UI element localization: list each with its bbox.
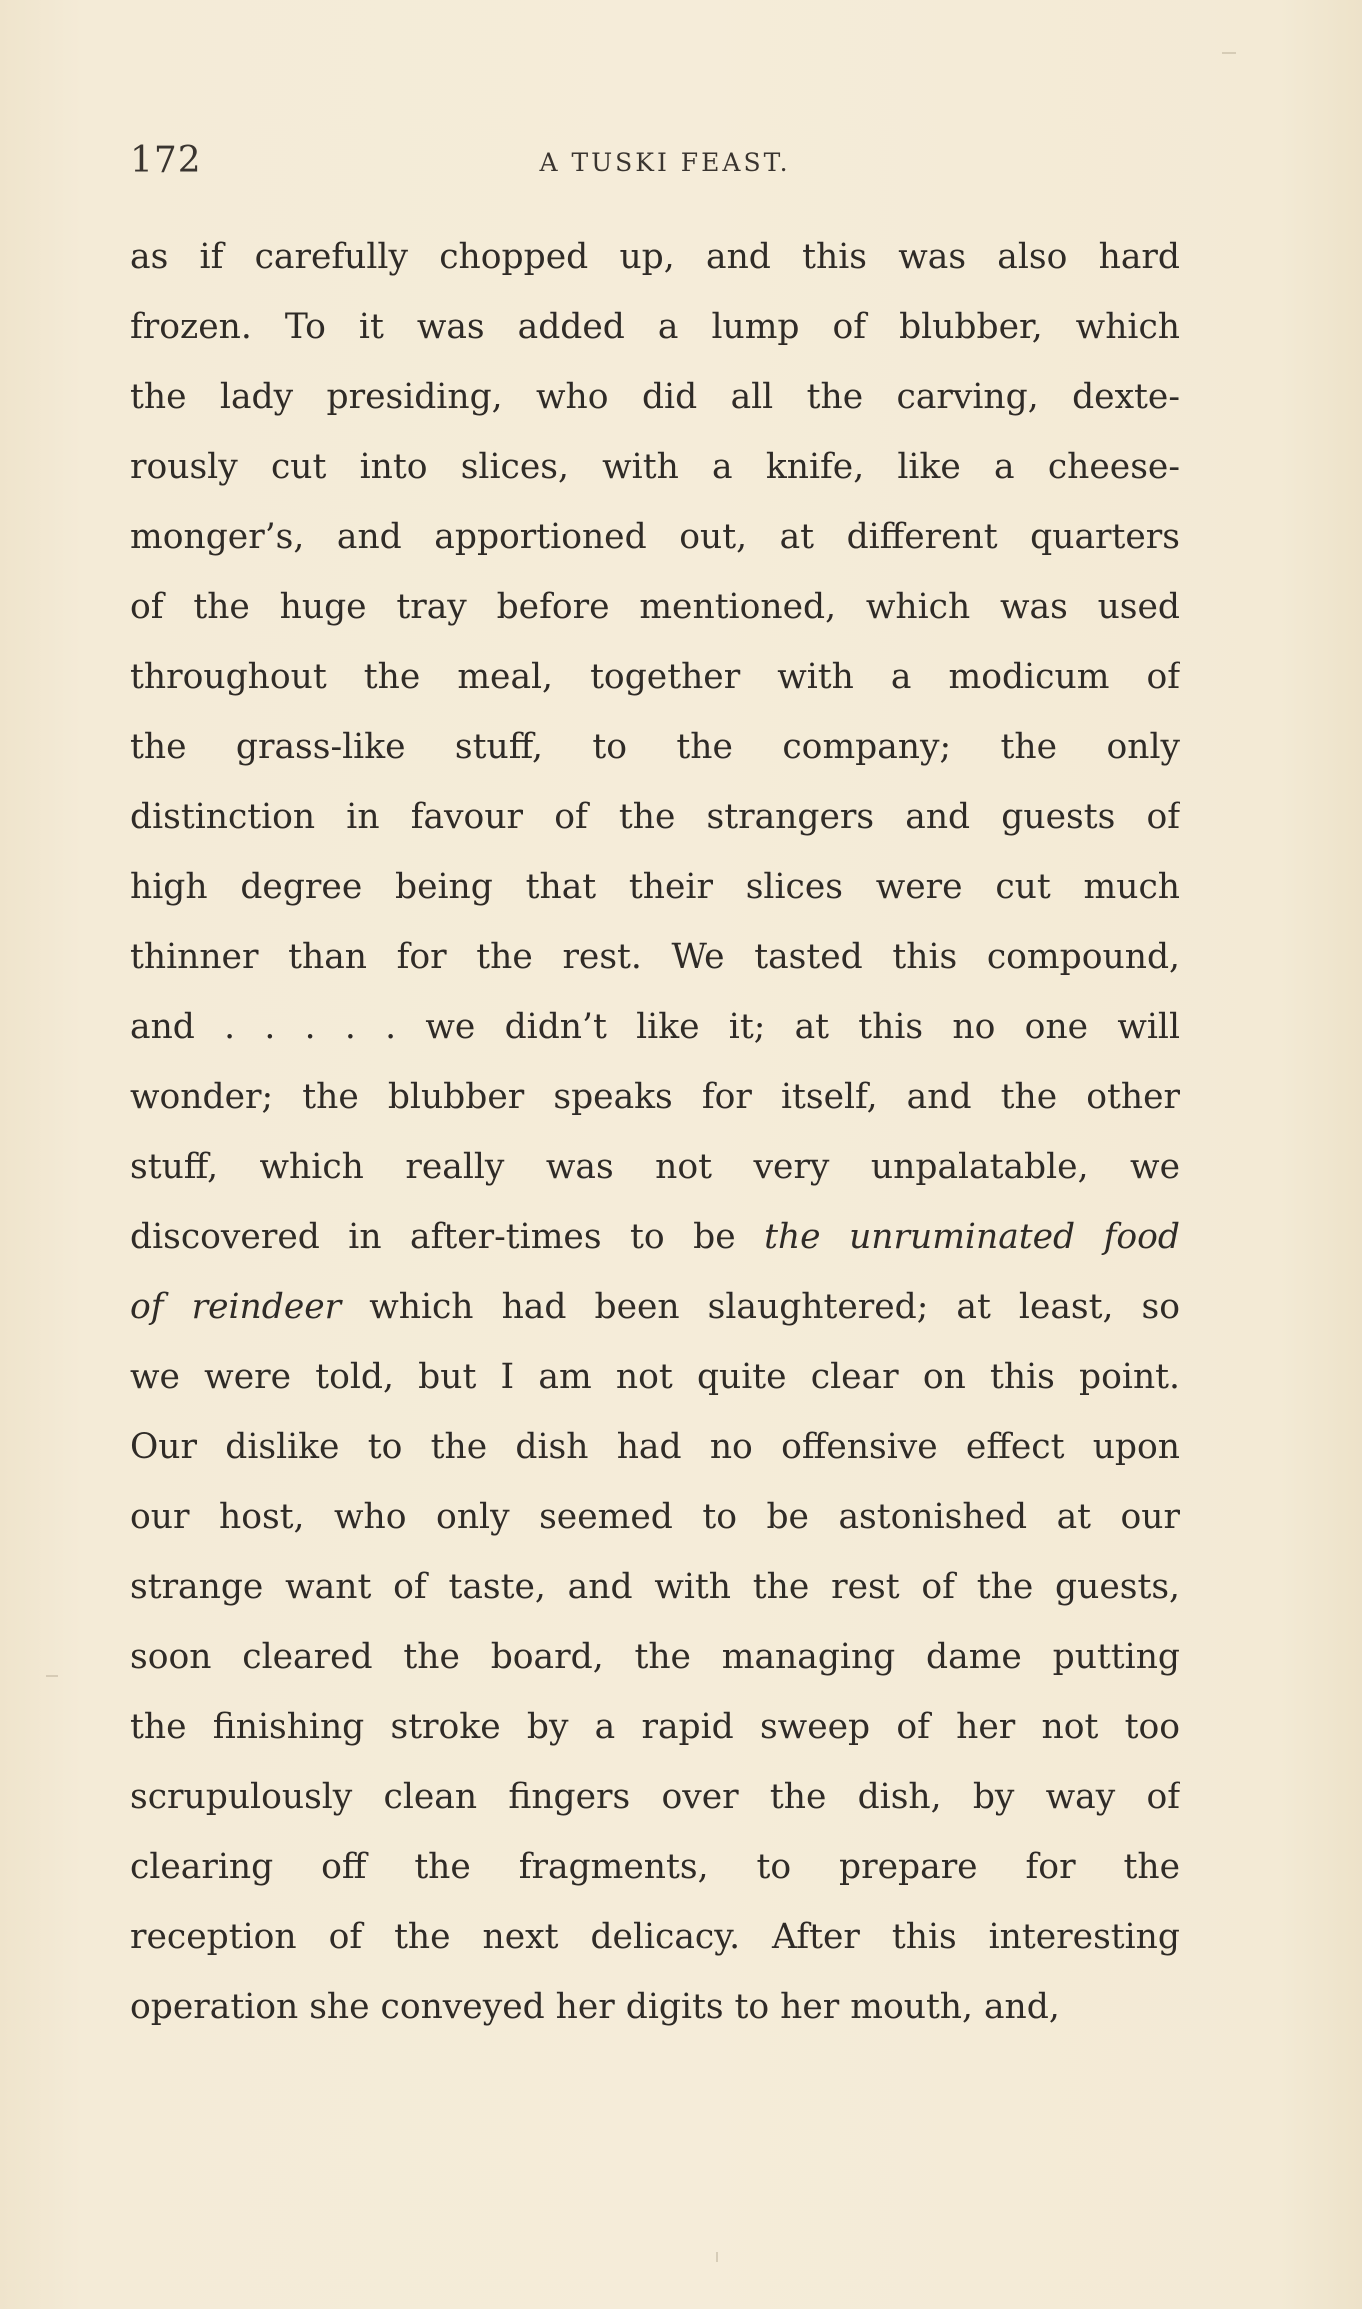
- text-line: frozen. To it was added a lump of blubber, which: [130, 307, 1180, 347]
- text-line: rously cut into slices, with a knife, like a cheese-: [130, 447, 1180, 487]
- text-line: the finishing stroke by a rapid sweep of her not too: [130, 1707, 1180, 1747]
- text-line: strange want of taste, and with the rest of the guests,: [130, 1567, 1180, 1607]
- text-line: stuff, which really was not very unpalatable, we: [130, 1147, 1180, 1187]
- running-head: [130, 140, 1200, 184]
- text-line: operation she conveyed her digits to her mouth, and,: [130, 1987, 1060, 2027]
- italic-phrase: the unruminated food: [764, 1217, 1180, 1257]
- text-line: of the huge tray before mentioned, which was used: [130, 587, 1180, 627]
- text-line: distinction in favour of the strangers and guests of: [130, 797, 1180, 837]
- text-line: soon cleared the board, the managing dame putting: [130, 1637, 1180, 1677]
- text-line: thinner than for the rest. We tasted this compound,: [130, 937, 1180, 977]
- text-line: as if carefully chopped up, and this was also hard: [130, 237, 1180, 277]
- text-line-with-italic: [130, 1272, 1180, 1342]
- italic-phrase: of reindeer: [130, 1287, 342, 1327]
- text-line: throughout the meal, together with a modicum of: [130, 657, 1180, 697]
- running-title: A TUSKI FEAST.: [539, 148, 791, 177]
- roman-text: which had been slaughtered; at least, so: [341, 1287, 1180, 1327]
- text-line: the lady presiding, who did all the carving, dexte-: [130, 377, 1180, 417]
- text-line: Our dislike to the dish had no offensive effect upon: [130, 1427, 1180, 1467]
- text-line-with-italic: [130, 1202, 1180, 1272]
- paper-speck: [1222, 52, 1236, 54]
- text-line: our host, who only seemed to be astonished at our: [130, 1497, 1180, 1537]
- page-number: 172: [130, 140, 202, 181]
- body-text: [130, 222, 1180, 2042]
- text-line: high degree being that their slices were cut much: [130, 867, 1180, 907]
- text-line: the grass-like stuff, to the company; the only: [130, 727, 1180, 767]
- paper-speck: [46, 1675, 58, 1677]
- text-line: clearing off the fragments, to prepare for the: [130, 1847, 1180, 1887]
- text-line: monger’s, and apportioned out, at different quarters: [130, 517, 1180, 557]
- text-line: we were told, but I am not quite clear on this point.: [130, 1357, 1180, 1397]
- text-line: wonder; the blubber speaks for itself, and the other: [130, 1077, 1180, 1117]
- text-line: and . . . . . we didn’t like it; at this no one will: [130, 1007, 1180, 1047]
- text-line: scrupulously clean fingers over the dish, by way of: [130, 1777, 1180, 1817]
- paper-speck: [716, 2252, 718, 2262]
- roman-text: discovered in after-times to be: [130, 1217, 765, 1257]
- text-line: reception of the next delicacy. After this interesting: [130, 1917, 1180, 1957]
